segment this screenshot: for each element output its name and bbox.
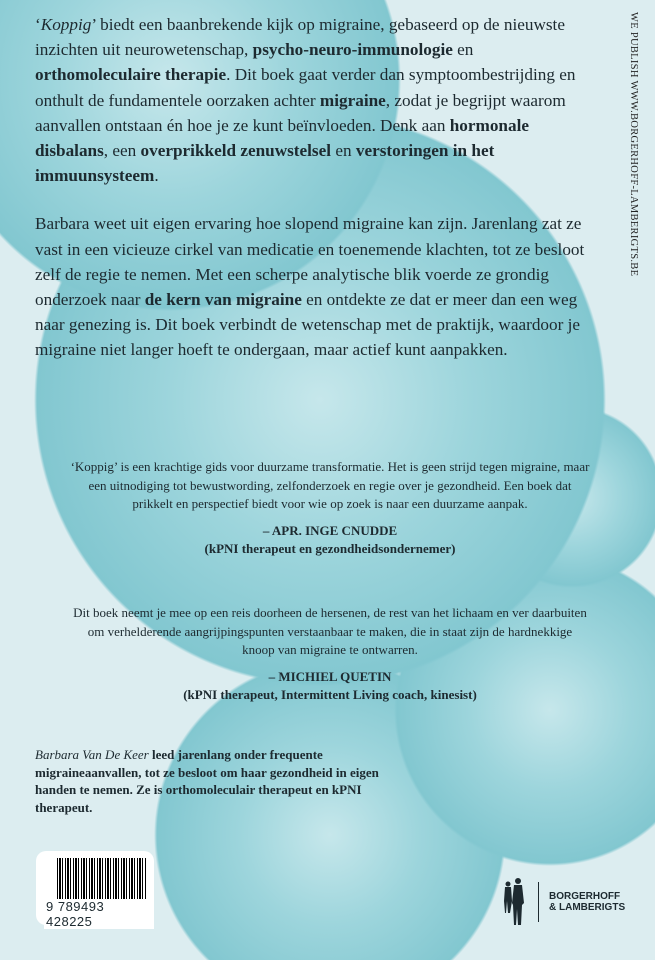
quote <box>70 604 590 705</box>
description <box>35 12 595 386</box>
isbn-barcode <box>36 851 154 929</box>
quote-text: ‘Koppig’ is een krachtige gids voor duurzame transformatie. Het is geen strijd tegen migraine, maar een uitnodiging tot bewustwording, zelfonderzoek en regie over je gezondheid. Een boek dat prikkelt en perspectief biedt voor wie op zoek is naar een duurzame aanpak. <box>70 459 590 511</box>
quote-author: – MICHIEL QUETIN <box>268 668 392 684</box>
intro-paragraph-1: ‘Koppig’ biedt een baanbrekende kijk op migraine, gebaseerd op de nieuwste inzichten uit neurowetenschap, psycho-neuro-immunologie en orthomoleculaire therapie. Dit boek gaat verder dan symptoombestrijding en onthult de fundamentele oorzaken achter migraine, zodat je begrijpt waarom aanvallen ontstaan én hoe je ze kunt beïnvloeden. Denk aan hormonale disbalans, een overprikkeld zenuwstelsel en verstoringen in het immuunsysteem. <box>35 15 576 186</box>
walking-people-icon <box>500 878 528 926</box>
quote-text: Dit boek neemt je mee op een reis doorheen de hersenen, de rest van het lichaam en ver daarbuiten om verhelderende aangrijpingspunten verstaanbaar te maken, die in staat zijn de hardnekkige knoop van migraine te ontwarren. <box>73 605 587 657</box>
publisher-name-line2: & LAMBERIGTS <box>549 902 626 913</box>
isbn-number: 9 789493 428225 <box>44 899 154 929</box>
intro-paragraph-2: Barbara weet uit eigen ervaring hoe slopend migraine kan zijn. Jarenlang zat ze vast in een vicieuze cirkel van medicatie en toenemende klachten, tot ze besloot zelf de regie te nemen. Met een scherpe analytische blik voerde ze grondig onderzoek naar de kern van migraine en ontdekte ze dat er meer dan een weg naar genezing is. Dit boek verbindt de wetenschap met de praktijk, waardoor je migraine niet langer hoeft te ondergaan, maar actief kunt aanpakken. <box>35 214 585 360</box>
quote-role: (kPNI therapeut en gezondheidsondernemer) <box>204 541 456 556</box>
quote-author: – APR. INGE CNUDDE <box>262 522 398 538</box>
publisher-name-line1: BORGERHOFF <box>549 891 621 902</box>
author-bio: Barbara Van De Keer leed jarenlang onder frequente migraineaanvallen, tot ze besloot om haar gezondheid in eigen handen te nemen. Ze is orthomoleculair therapeut en kPNI therapeut. <box>35 747 379 815</box>
quote <box>70 458 590 559</box>
publisher-logo <box>500 878 625 926</box>
publisher-url: WE PUBLISH WWW.BORGERHOFF-LAMBERIGTS.BE <box>628 12 639 277</box>
quote-role: (kPNI therapeut, Intermittent Living coach, kinesist) <box>183 687 477 702</box>
